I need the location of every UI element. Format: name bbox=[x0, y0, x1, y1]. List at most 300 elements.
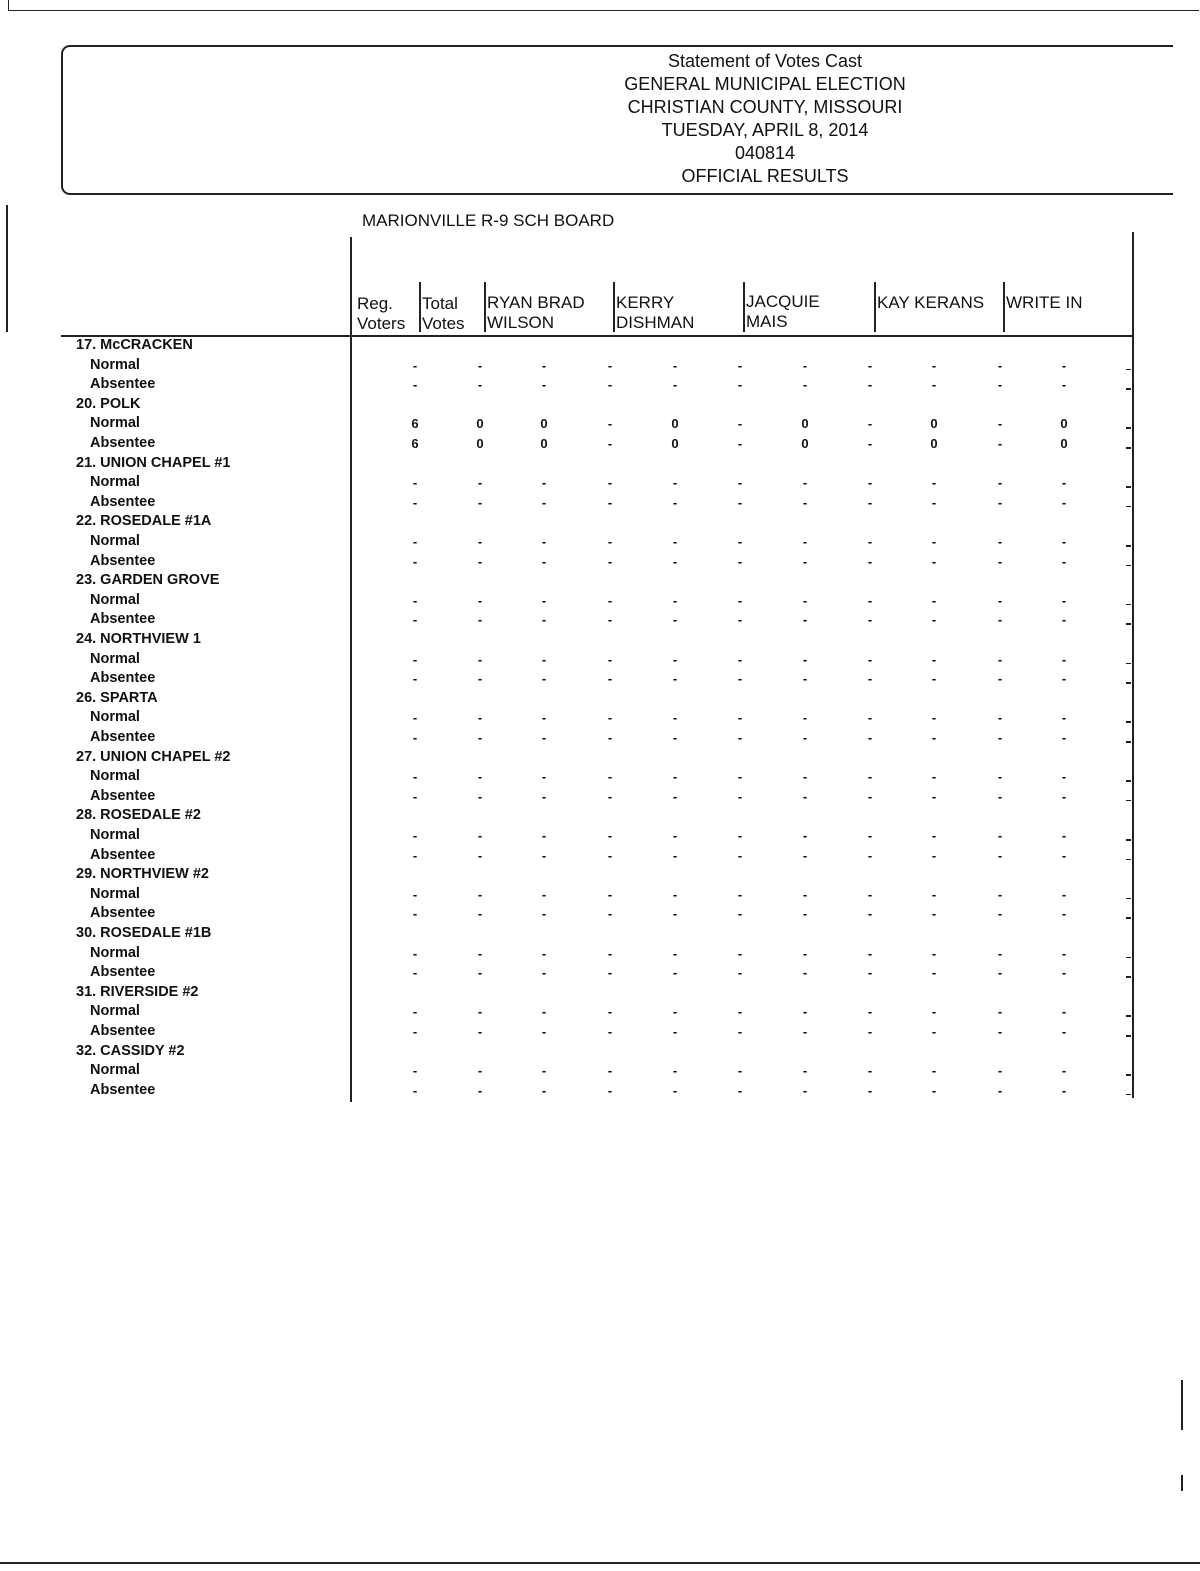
value-cell: - bbox=[931, 651, 937, 667]
row-label-absentee: Absentee bbox=[90, 905, 156, 922]
value-cell: - bbox=[607, 730, 613, 745]
value-cell: - bbox=[867, 377, 873, 393]
value-cell: - bbox=[997, 1082, 1003, 1098]
row-label-normal: Normal bbox=[90, 709, 140, 726]
value-cell: - bbox=[477, 1024, 483, 1039]
value-cell: - bbox=[997, 828, 1003, 843]
precinct-title: 26. SPARTA bbox=[76, 689, 158, 706]
value-cell: - bbox=[477, 612, 483, 628]
value-cell: - bbox=[867, 1004, 873, 1020]
value-cell: - bbox=[997, 710, 1003, 726]
value-cell: - bbox=[1061, 886, 1067, 902]
value-cell: - bbox=[541, 1082, 547, 1098]
value-cell: - bbox=[412, 377, 418, 393]
value-cell: - bbox=[1061, 1004, 1067, 1020]
value-cell: - bbox=[737, 534, 743, 549]
row-label-normal: Normal bbox=[90, 650, 140, 667]
value-cell: - bbox=[412, 886, 418, 902]
value-cell: - bbox=[607, 534, 613, 549]
row-tick bbox=[1126, 663, 1131, 665]
value-cell: - bbox=[1061, 1024, 1067, 1039]
value-cell: - bbox=[541, 534, 547, 549]
value-cell: - bbox=[412, 475, 418, 491]
value-cell: - bbox=[997, 357, 1003, 373]
value-cell: - bbox=[607, 377, 613, 393]
value-cell: - bbox=[672, 730, 678, 745]
value-cell: - bbox=[477, 494, 483, 510]
value-cell: - bbox=[867, 828, 873, 843]
value-cell: - bbox=[867, 906, 873, 922]
value-cell: - bbox=[997, 494, 1003, 510]
page-frame-bottom bbox=[0, 1562, 1200, 1564]
row-label-normal: Normal bbox=[90, 1003, 140, 1020]
value-cell: - bbox=[477, 651, 483, 667]
value-cell: - bbox=[1061, 1082, 1067, 1098]
value-cell: - bbox=[802, 357, 808, 373]
value-cell: - bbox=[607, 965, 613, 981]
row-label-absentee: Absentee bbox=[90, 729, 156, 745]
value-cell: - bbox=[477, 1063, 483, 1079]
value-cell: - bbox=[737, 788, 743, 804]
value-cell: 0 bbox=[540, 416, 548, 432]
column-header-kerry-dishman: KERRY DISHMAN bbox=[616, 293, 695, 332]
value-cell: - bbox=[737, 847, 743, 863]
value-cell: - bbox=[672, 671, 678, 687]
value-cell: - bbox=[1061, 769, 1067, 785]
value-cell: - bbox=[412, 534, 418, 549]
value-cell: - bbox=[802, 651, 808, 667]
value-cell: - bbox=[931, 788, 937, 804]
value-cell: - bbox=[477, 945, 483, 961]
value-cell: - bbox=[672, 475, 678, 491]
value-cell: - bbox=[541, 357, 547, 373]
value-cell: - bbox=[867, 592, 873, 608]
value-cell: - bbox=[607, 475, 613, 491]
value-cell: - bbox=[477, 788, 483, 804]
value-cell: - bbox=[931, 965, 937, 981]
value-cell: - bbox=[412, 769, 418, 785]
value-cell: - bbox=[802, 1082, 808, 1098]
col-sep bbox=[419, 282, 421, 332]
value-cell: - bbox=[477, 769, 483, 785]
value-cell: - bbox=[672, 945, 678, 961]
value-cell: - bbox=[607, 769, 613, 785]
precinct-title: 30. ROSEDALE #1B bbox=[76, 925, 212, 941]
contest-title: MARIONVILLE R-9 SCH BOARD bbox=[362, 211, 615, 230]
scan-mark-left bbox=[6, 205, 8, 332]
row-tick bbox=[1126, 1074, 1131, 1076]
value-cell: - bbox=[541, 945, 547, 961]
value-cell: 0 bbox=[930, 436, 938, 451]
value-cell: - bbox=[1061, 612, 1067, 628]
value-cell: - bbox=[672, 847, 678, 863]
value-cell: - bbox=[541, 651, 547, 667]
value-cell: - bbox=[931, 710, 937, 726]
value-cell: - bbox=[541, 906, 547, 922]
value-cell: - bbox=[672, 1063, 678, 1079]
value-cell: - bbox=[412, 651, 418, 667]
value-cell: - bbox=[997, 1063, 1003, 1079]
value-cell: - bbox=[737, 475, 743, 491]
value-cell: - bbox=[607, 357, 613, 373]
value-cell: - bbox=[931, 494, 937, 510]
value-cell: - bbox=[931, 730, 937, 745]
value-cell: - bbox=[1061, 651, 1067, 667]
value-cell: - bbox=[541, 886, 547, 902]
value-cell: - bbox=[737, 651, 743, 667]
value-cell: - bbox=[737, 906, 743, 922]
value-cell: - bbox=[672, 906, 678, 922]
value-cell: 0 bbox=[801, 436, 809, 451]
header-date: TUESDAY, APRIL 8, 2014 bbox=[661, 120, 869, 140]
value-cell: - bbox=[931, 377, 937, 393]
value-cell: - bbox=[802, 377, 808, 393]
row-tick bbox=[1126, 427, 1131, 429]
row-tick bbox=[1126, 604, 1131, 606]
value-cell: - bbox=[802, 769, 808, 785]
column-header-jacquie-mais: JACQUIE MAIS bbox=[746, 292, 820, 331]
page-frame-top bbox=[8, 0, 1199, 11]
value-cell: - bbox=[997, 730, 1003, 745]
precinct-title: 32. CASSIDY #2 bbox=[76, 1042, 185, 1059]
row-label-absentee: Absentee bbox=[90, 787, 156, 804]
value-cell: - bbox=[931, 847, 937, 863]
value-cell: - bbox=[607, 906, 613, 922]
table-left-rule bbox=[350, 237, 352, 1102]
value-cell: - bbox=[867, 553, 873, 569]
value-cell: - bbox=[802, 788, 808, 804]
value-cell: - bbox=[607, 416, 613, 432]
value-cell: - bbox=[931, 553, 937, 569]
value-cell: - bbox=[477, 534, 483, 549]
value-cell: - bbox=[1061, 534, 1067, 549]
value-cell: - bbox=[997, 377, 1003, 393]
value-cell: - bbox=[412, 965, 418, 981]
value-cell: - bbox=[737, 730, 743, 745]
value-cell: - bbox=[737, 1082, 743, 1098]
row-label-absentee: Absentee bbox=[90, 964, 156, 981]
value-cell: - bbox=[541, 788, 547, 804]
row-tick bbox=[1126, 839, 1131, 841]
value-cell: - bbox=[607, 1082, 613, 1098]
value-cell: - bbox=[412, 671, 418, 687]
scan-mark-right-lower bbox=[1181, 1475, 1183, 1491]
row-label-normal: Normal bbox=[90, 885, 140, 902]
value-cell: - bbox=[672, 592, 678, 608]
row-tick bbox=[1126, 800, 1131, 802]
value-cell: 0 bbox=[540, 436, 548, 451]
value-cell: - bbox=[541, 494, 547, 510]
value-cell: - bbox=[867, 612, 873, 628]
value-cell: - bbox=[412, 592, 418, 608]
value-cell: - bbox=[607, 828, 613, 843]
value-cell: - bbox=[802, 671, 808, 687]
value-cell: - bbox=[1061, 788, 1067, 804]
value-cell: - bbox=[802, 828, 808, 843]
value-cell: 0 bbox=[671, 436, 679, 451]
value-cell: - bbox=[541, 828, 547, 843]
value-cell: - bbox=[1061, 828, 1067, 843]
row-tick bbox=[1126, 545, 1131, 547]
value-cell: - bbox=[931, 1082, 937, 1098]
value-cell: - bbox=[412, 612, 418, 628]
value-cell: - bbox=[931, 886, 937, 902]
value-cell: - bbox=[997, 553, 1003, 569]
column-header-ryan-brad-wilson: RYAN BRAD WILSON bbox=[487, 293, 585, 332]
value-cell: - bbox=[802, 553, 808, 569]
value-cell: - bbox=[997, 534, 1003, 549]
row-label-normal: Normal bbox=[90, 356, 140, 373]
value-cell: - bbox=[802, 1063, 808, 1079]
value-cell: - bbox=[1061, 475, 1067, 491]
value-cell: - bbox=[867, 436, 873, 451]
header-title: Statement of Votes Cast bbox=[667, 51, 863, 71]
value-cell: - bbox=[412, 1024, 418, 1039]
value-cell: - bbox=[541, 592, 547, 608]
header-election: GENERAL MUNICIPAL ELECTION bbox=[624, 74, 906, 94]
value-cell: - bbox=[737, 553, 743, 569]
value-cell: - bbox=[412, 553, 418, 569]
value-cell: - bbox=[867, 730, 873, 745]
value-cell: - bbox=[477, 377, 483, 393]
value-cell: - bbox=[867, 651, 873, 667]
row-label-absentee: Absentee bbox=[90, 376, 156, 393]
value-cell: - bbox=[672, 710, 678, 726]
value-cell: - bbox=[931, 945, 937, 961]
value-cell: - bbox=[997, 886, 1003, 902]
value-cell: - bbox=[477, 730, 483, 745]
value-cell: - bbox=[802, 730, 808, 745]
value-cell: - bbox=[672, 553, 678, 569]
value-cell: - bbox=[997, 965, 1003, 981]
precinct-title: 17. McCRACKEN bbox=[76, 337, 193, 353]
value-cell: - bbox=[412, 1063, 418, 1079]
row-tick bbox=[1126, 388, 1131, 390]
value-cell: - bbox=[477, 1082, 483, 1098]
value-cell: - bbox=[672, 377, 678, 393]
value-cell: - bbox=[477, 592, 483, 608]
value-cell: 0 bbox=[476, 416, 484, 432]
value-cell: - bbox=[737, 945, 743, 961]
value-cell: - bbox=[802, 534, 808, 549]
value-cell: 0 bbox=[1060, 416, 1068, 432]
value-cell: - bbox=[997, 1024, 1003, 1039]
value-cell: - bbox=[477, 886, 483, 902]
value-cell: - bbox=[802, 1024, 808, 1039]
value-cell: 6 bbox=[411, 436, 419, 451]
value-cell: - bbox=[867, 494, 873, 510]
value-cell: - bbox=[867, 671, 873, 687]
row-tick bbox=[1126, 957, 1131, 959]
value-cell: - bbox=[672, 1004, 678, 1020]
value-cell: - bbox=[477, 553, 483, 569]
value-cell: - bbox=[737, 1004, 743, 1020]
header-code: 040814 bbox=[734, 143, 796, 163]
row-tick bbox=[1126, 780, 1131, 782]
row-tick bbox=[1126, 741, 1131, 743]
column-header-write-in: WRITE IN bbox=[1006, 293, 1083, 312]
value-cell: 0 bbox=[1060, 436, 1068, 451]
value-cell: - bbox=[802, 965, 808, 981]
value-cell: - bbox=[997, 847, 1003, 863]
value-cell: - bbox=[607, 1063, 613, 1079]
value-cell: - bbox=[607, 847, 613, 863]
value-cell: - bbox=[541, 730, 547, 745]
value-cell: - bbox=[802, 847, 808, 863]
value-cell: - bbox=[802, 494, 808, 510]
value-cell: - bbox=[737, 1024, 743, 1039]
value-cell: - bbox=[672, 886, 678, 902]
value-cell: - bbox=[1061, 965, 1067, 981]
value-cell: - bbox=[607, 1004, 613, 1020]
value-cell: - bbox=[412, 1004, 418, 1020]
value-cell: - bbox=[737, 436, 743, 451]
header-county: CHRISTIAN COUNTY, MISSOURI bbox=[627, 97, 903, 117]
precinct-title: 27. UNION CHAPEL #2 bbox=[76, 748, 231, 765]
value-cell: - bbox=[802, 906, 808, 922]
value-cell: - bbox=[802, 592, 808, 608]
row-label-normal: Normal bbox=[90, 944, 140, 961]
value-cell: - bbox=[412, 357, 418, 373]
row-label-absentee: Absentee bbox=[90, 846, 156, 863]
column-header-kay-kerans: KAY KERANS bbox=[877, 293, 985, 312]
value-cell: - bbox=[1061, 906, 1067, 922]
value-cell: 0 bbox=[671, 416, 679, 432]
value-cell: - bbox=[997, 436, 1003, 451]
value-cell: - bbox=[541, 612, 547, 628]
value-cell: - bbox=[931, 671, 937, 687]
value-cell: - bbox=[737, 965, 743, 981]
row-label-absentee: Absentee bbox=[90, 435, 156, 451]
value-cell: - bbox=[412, 730, 418, 745]
col-sep bbox=[874, 282, 876, 332]
value-cell: - bbox=[477, 357, 483, 373]
row-label-normal: Normal bbox=[90, 591, 140, 608]
value-cell: - bbox=[477, 828, 483, 843]
value-cell: - bbox=[672, 612, 678, 628]
row-label-normal: Normal bbox=[90, 1062, 140, 1079]
precinct-title: 29. NORTHVIEW #2 bbox=[76, 866, 209, 883]
value-cell: - bbox=[672, 534, 678, 549]
value-cell: 0 bbox=[476, 436, 484, 451]
value-cell: - bbox=[867, 475, 873, 491]
value-cell: - bbox=[997, 788, 1003, 804]
row-label-absentee: Absentee bbox=[90, 1023, 156, 1039]
value-cell: - bbox=[412, 906, 418, 922]
value-cell: - bbox=[477, 1004, 483, 1020]
value-cell: - bbox=[541, 847, 547, 863]
value-cell: - bbox=[867, 710, 873, 726]
precinct-title: 24. NORTHVIEW 1 bbox=[76, 631, 201, 647]
precinct-title: 22. ROSEDALE #1A bbox=[76, 513, 212, 530]
value-cell: - bbox=[672, 965, 678, 981]
row-tick bbox=[1126, 506, 1131, 508]
value-cell: - bbox=[1061, 730, 1067, 745]
value-cell: - bbox=[477, 671, 483, 687]
value-cell: - bbox=[802, 945, 808, 961]
value-cell: - bbox=[607, 1024, 613, 1039]
value-cell: - bbox=[867, 1063, 873, 1079]
row-tick bbox=[1126, 721, 1131, 723]
row-label-absentee: Absentee bbox=[90, 670, 156, 687]
value-cell: - bbox=[867, 945, 873, 961]
value-cell: - bbox=[477, 965, 483, 981]
value-cell: - bbox=[477, 847, 483, 863]
col-sep bbox=[484, 282, 486, 332]
value-cell: - bbox=[672, 1024, 678, 1039]
value-cell: - bbox=[737, 416, 743, 432]
value-cell: - bbox=[607, 886, 613, 902]
value-cell: - bbox=[672, 828, 678, 843]
value-cell: - bbox=[1061, 592, 1067, 608]
value-cell: - bbox=[802, 475, 808, 491]
value-cell: - bbox=[607, 710, 613, 726]
value-cell: 6 bbox=[411, 416, 419, 432]
row-label-normal: Normal bbox=[90, 415, 140, 432]
value-cell: - bbox=[1061, 494, 1067, 510]
value-cell: - bbox=[541, 671, 547, 687]
value-cell: - bbox=[607, 671, 613, 687]
value-cell: - bbox=[1061, 1063, 1067, 1079]
value-cell: - bbox=[607, 612, 613, 628]
value-cell: - bbox=[867, 357, 873, 373]
value-cell: - bbox=[737, 1063, 743, 1079]
value-cell: - bbox=[672, 769, 678, 785]
precinct-title: 20. POLK bbox=[76, 395, 141, 412]
value-cell: - bbox=[867, 1024, 873, 1039]
precinct-title: 31. RIVERSIDE #2 bbox=[76, 983, 199, 1000]
value-cell: - bbox=[412, 788, 418, 804]
value-cell: - bbox=[997, 592, 1003, 608]
row-tick bbox=[1126, 859, 1131, 861]
row-tick bbox=[1126, 1015, 1131, 1017]
row-tick bbox=[1126, 1094, 1131, 1096]
value-cell: - bbox=[672, 1082, 678, 1098]
value-cell: - bbox=[607, 788, 613, 804]
value-cell: - bbox=[1061, 357, 1067, 373]
precinct-title: 21. UNION CHAPEL #1 bbox=[76, 454, 231, 471]
value-cell: - bbox=[607, 436, 613, 451]
value-cell: - bbox=[737, 592, 743, 608]
value-cell: - bbox=[541, 965, 547, 981]
value-cell: - bbox=[802, 1004, 808, 1020]
value-cell: - bbox=[931, 612, 937, 628]
column-header-total-votes: Total Votes bbox=[422, 294, 465, 333]
value-cell: - bbox=[607, 651, 613, 667]
value-cell: - bbox=[997, 612, 1003, 628]
column-header-reg-voters: Reg. Voters bbox=[357, 294, 406, 333]
value-cell: - bbox=[412, 828, 418, 843]
value-cell: - bbox=[931, 592, 937, 608]
value-cell: - bbox=[931, 1004, 937, 1020]
value-cell: - bbox=[802, 886, 808, 902]
value-cell: - bbox=[1061, 671, 1067, 687]
value-cell: - bbox=[412, 945, 418, 961]
row-tick bbox=[1126, 917, 1131, 919]
value-cell: - bbox=[737, 357, 743, 373]
value-cell: - bbox=[541, 1004, 547, 1020]
value-cell: - bbox=[737, 886, 743, 902]
value-cell: - bbox=[867, 886, 873, 902]
value-cell: 0 bbox=[930, 416, 938, 432]
value-cell: - bbox=[997, 906, 1003, 922]
value-cell: - bbox=[997, 945, 1003, 961]
value-cell: - bbox=[997, 475, 1003, 491]
value-cell: - bbox=[672, 494, 678, 510]
value-cell: - bbox=[1061, 377, 1067, 393]
row-label-normal: Normal bbox=[90, 533, 140, 549]
value-cell: - bbox=[997, 769, 1003, 785]
